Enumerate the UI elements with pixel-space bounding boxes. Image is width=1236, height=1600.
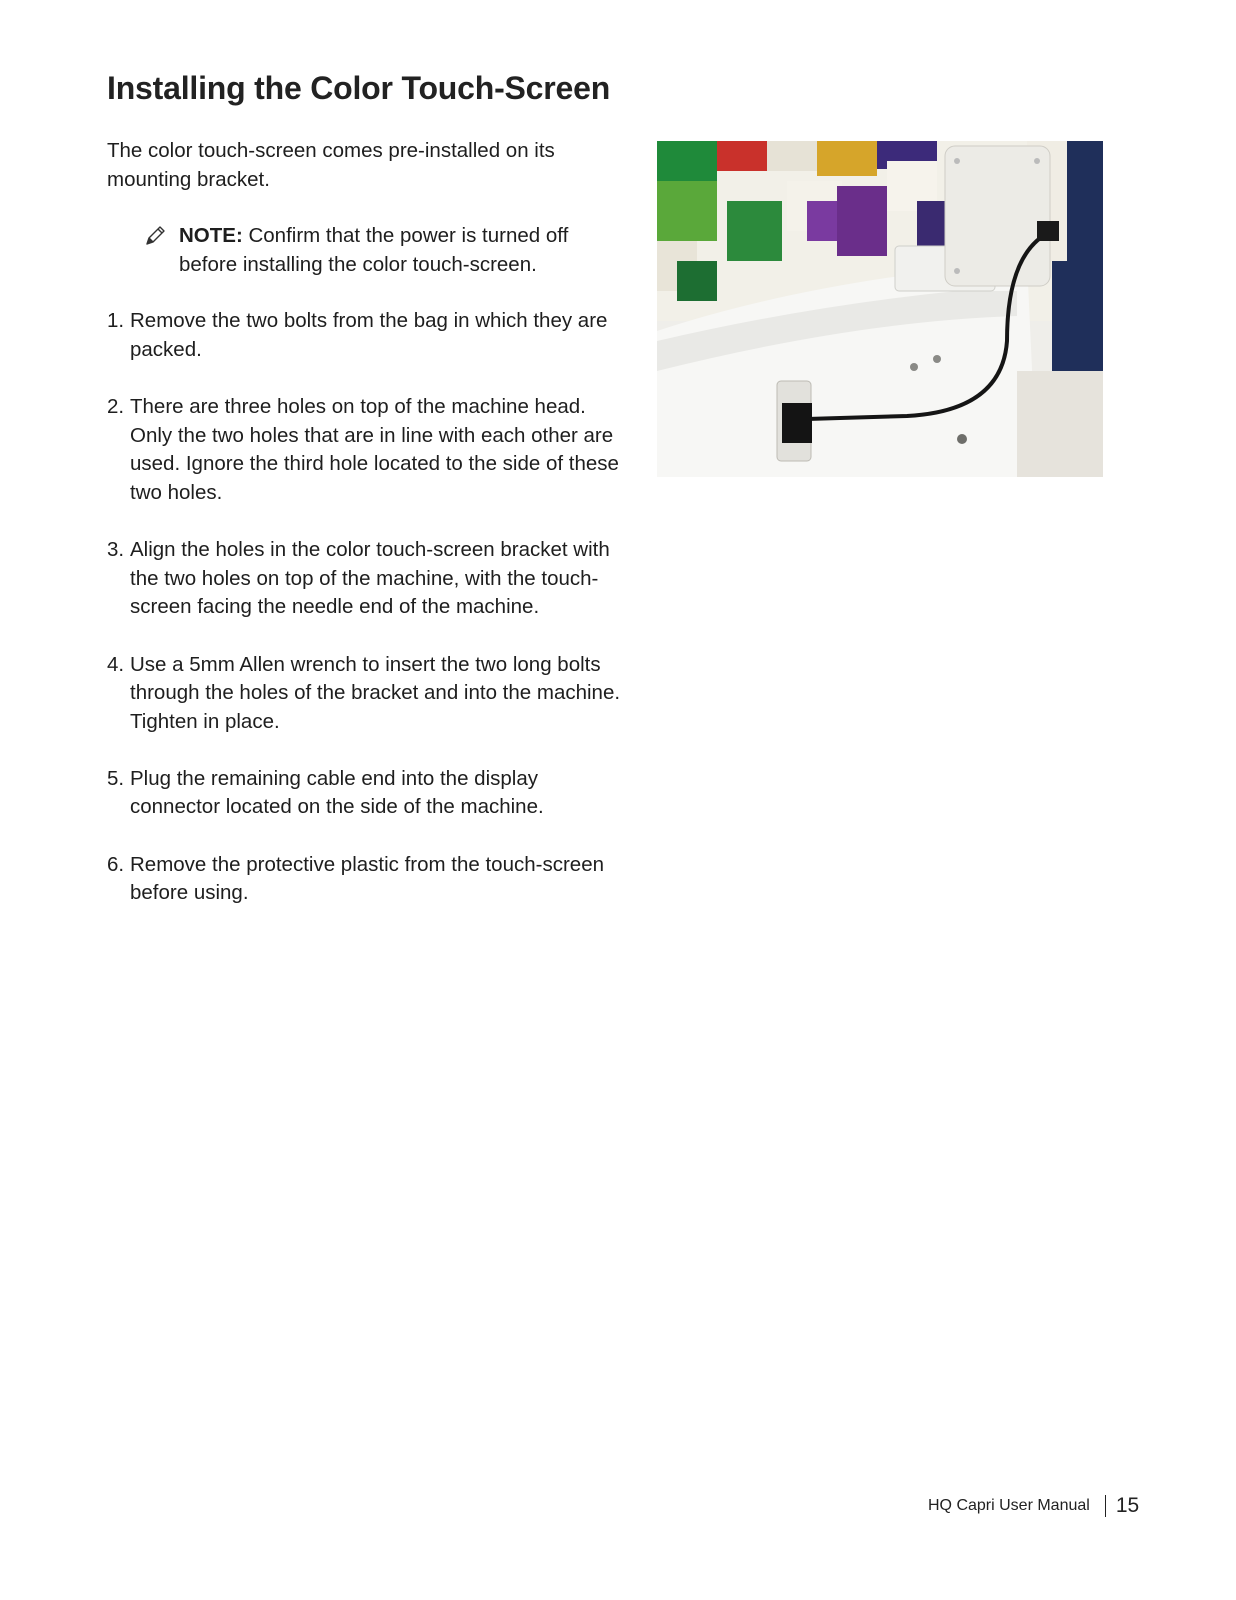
step-number: 3. <box>107 538 125 562</box>
footer-divider <box>1105 1495 1106 1517</box>
intro-paragraph: The color touch-screen comes pre-installed on its mounting bracket. <box>107 139 555 191</box>
step-text: Plug the remaining cable end into the display connector located on the side of the machine. <box>130 766 544 819</box>
step-item <box>107 851 627 908</box>
step-text: Remove the two bolts from the bag in which they are packed. <box>130 309 608 361</box>
step-text: Use a 5mm Allen wrench to insert the two long bolts through the holes of the bracket and into the machine. Tighten in place. <box>130 652 621 733</box>
step-item <box>107 765 627 822</box>
note-block <box>179 222 627 279</box>
step-number: 4. <box>107 652 125 676</box>
step-text: Remove the protective plastic from the touch-screen before using. <box>130 852 604 905</box>
step-number: 5. <box>107 766 125 790</box>
steps-list <box>107 307 627 907</box>
page-number: 15 <box>1115 1494 1140 1517</box>
step-item <box>107 536 627 622</box>
step-number: 2. <box>107 395 125 419</box>
manual-title: HQ Capri User Manual <box>928 1497 1090 1514</box>
step-text: Align the holes in the color touch-screen bracket with the two holes on top of the machine, with the touch-screen facing the needle end of the machine. <box>130 538 610 619</box>
step-item <box>107 651 627 737</box>
touch-screen-photo <box>657 141 1103 477</box>
step-item <box>107 393 627 507</box>
note-text: Confirm that the power is turned off before installing the color touch-screen. <box>179 224 569 276</box>
step-text: There are three holes on top of the machine head. Only the two holes that are in line with each other are used. Ignore the third hole located to the side of these two holes. <box>130 395 619 504</box>
page-title: Installing the Color Touch-Screen <box>107 70 611 106</box>
step-number: 1. <box>107 309 125 333</box>
instructions-column <box>107 137 627 936</box>
page-footer <box>928 1494 1139 1518</box>
machine-illustration <box>657 141 1103 477</box>
step-number: 6. <box>107 852 125 876</box>
note-label: NOTE: <box>179 224 243 248</box>
pencil-icon <box>143 224 167 248</box>
step-item <box>107 307 627 364</box>
